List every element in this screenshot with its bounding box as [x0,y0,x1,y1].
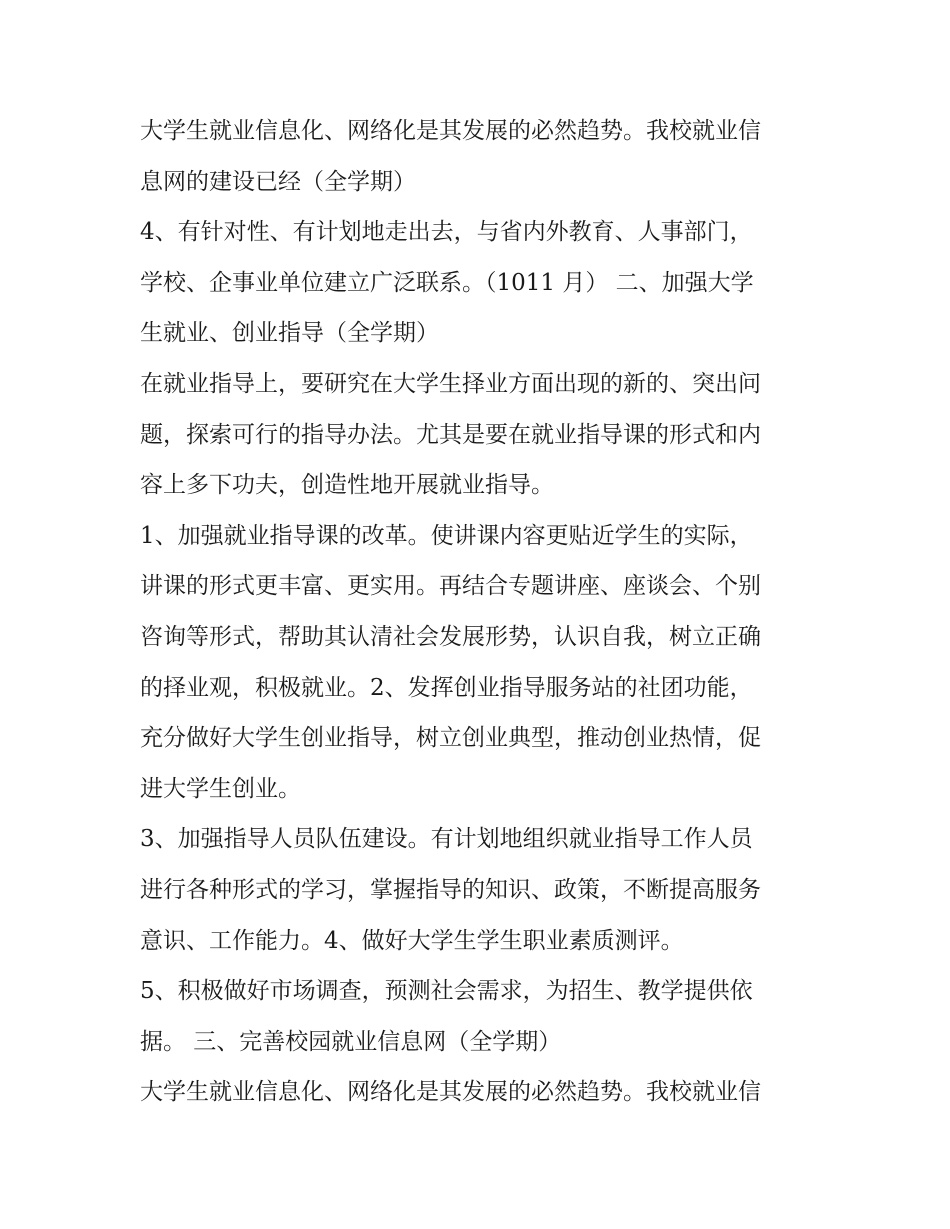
text-line: 意识、工作能力。4、做好大学生学生职业素质测评。 [140,927,684,954]
text-line: 5、积极做好市场调查，预测社会需求，为招生、教学提供依 [140,978,753,1005]
text-line: 3、加强指导人员队伍建设。有计划地组织就业指导工作人员 [140,826,753,853]
text-line: 大学生就业信息化、网络化是其发展的必然趋势。我校就业信 [140,118,761,144]
text-line: 大学生就业信息化、网络化是其发展的必然趋势。我校就业信 [140,1079,761,1106]
text-line: 的择业观，积极就业。2、发挥创业指导服务站的社团功能， [140,674,753,701]
text-line: 题，探索可行的指导办法。尤其是要在就业指导课的形式和内 [140,421,761,448]
text-line: 进大学生创业。 [140,775,301,802]
text-line: 容上多下功夫，创造性地开展就业指导。 [140,472,554,499]
text-line: 息网的建设已经（全学期） [140,168,416,195]
text-line: 咨询等形式，帮助其认清社会发展形势，认识自我，树立正确 [140,623,761,650]
text-line: 充分做好大学生创业指导，树立创业典型，推动创业热情，促 [140,725,761,752]
document-body [140,106,820,1118]
text-line: 生就业、创业指导（全学期） [140,320,439,347]
text-line: 在就业指导上，要研究在大学生择业方面出现的新的、突出问 [140,370,761,397]
text-line: 讲课的形式更丰富、更实用。再结合专题讲座、座谈会、个别 [140,573,761,600]
text-line: 进行各种形式的学习，掌握指导的知识、政策，不断提高服务 [140,876,761,903]
text-line: 据。 三、完善校园就业信息网（全学期） [140,1028,562,1055]
text-line: 4、有针对性、有计划地走出去，与省内外教育、人事部门， [140,219,753,246]
text-line: 1、加强就业指导课的改革。使讲课内容更贴近学生的实际， [140,522,753,549]
text-line: 学校、企事业单位建立广泛联系。（1011 月） 二、加强大学 [140,269,754,296]
